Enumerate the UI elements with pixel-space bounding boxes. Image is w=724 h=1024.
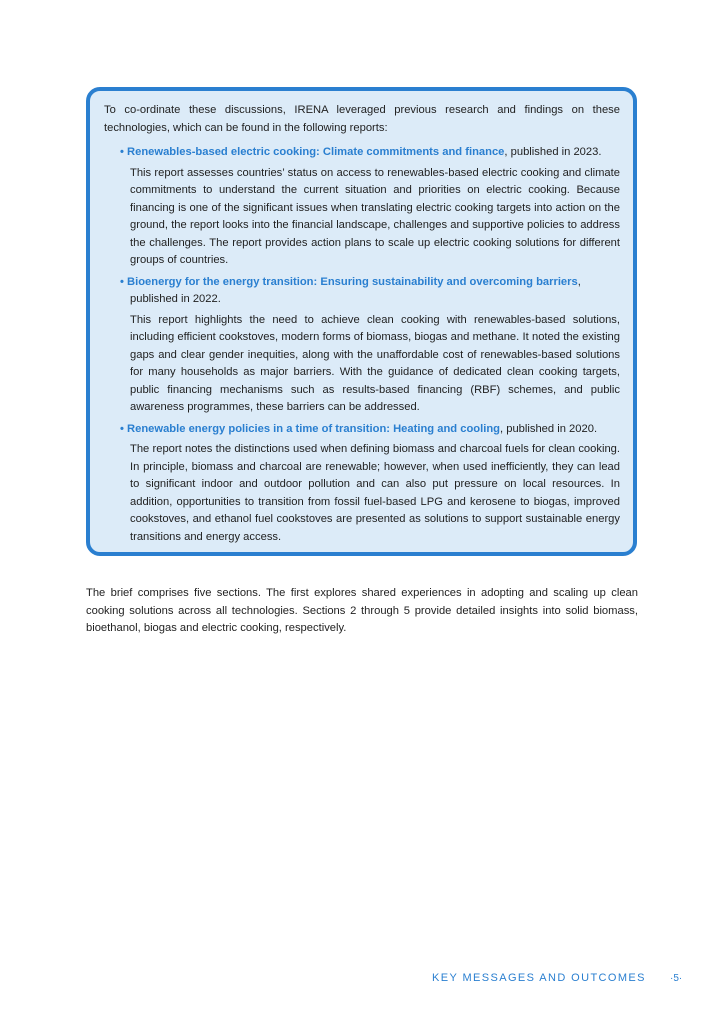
report-heading — [116, 421, 620, 439]
reports-callout-box — [86, 87, 637, 556]
report-item-3 — [104, 421, 620, 547]
report-description: This report highlights the need to achieve clean cooking with renewables-based solutions, including efficient cookstoves, modern forms of biomass, biogas and methane. It noted the existing gaps and clear gender inequities, along with the unaffordable cost of renewables-based solutions for many households as major barriers. With the guidance of dedicated clean cooking targets, public financing mechanisms such as results-based financing (RBF) schemes, and public awareness programmes, these barriers can be addressed. — [130, 313, 620, 413]
report-title: Bioenergy for the energy transition: Ensuring sustainability and overcoming barriers — [127, 275, 578, 288]
intro-paragraph: To co-ordinate these discussions, IRENA leveraged previous research and findings on these technologies, which can be found in the following reports: — [104, 104, 620, 134]
bullet-icon: • — [120, 146, 124, 158]
bullet-icon: • — [120, 422, 124, 435]
report-heading — [116, 274, 620, 309]
footer-section-title: KEY MESSAGES AND OUTCOMES — [432, 972, 646, 984]
report-title: Renewables-based electric cooking: Climate commitments and finance — [127, 146, 505, 158]
page-number-value: 5 — [673, 973, 679, 984]
report-description: The report notes the distinctions used when defining biomass and charcoal fuels for clean cooking. In principle, biomass and charcoal are renewable; however, when used inefficiently, they can lead to significant indoor and outdoor pollution and can also put pressure on local resources. In addition, opportunities to transition from fossil fuel-based LPG and kerosene to biogas, improved cookstoves, and ethanol fuel cookstoves are presented as solutions to support sustainable energy transitions and energy access. — [130, 443, 620, 543]
brief-paragraph: The brief comprises five sections. The first explores shared experiences in adopting and scaling up clean cooking solutions across all technologies. Sections 2 through 5 provide detailed insights into solid biomass, bioethanol, biogas and electric cooking, respectively. — [86, 587, 638, 634]
report-item-1 — [104, 144, 620, 270]
page-number: ·5· — [670, 973, 683, 984]
report-item-2 — [104, 274, 620, 417]
report-published: , published in 2022. — [130, 275, 581, 305]
report-heading — [116, 144, 620, 162]
report-description: This report assesses countries’ status on access to renewables-based electric cooking and climate commitments to understand the current situation and priorities on electric cooking. Because financing is one of the significant issues when translating electric cooking targets into action on the ground, the report looks into the financial landscape, challenges and supportive policies to address the challenges. The report provides action plans to scale up electric cooking solutions for different groups of countries. — [130, 166, 620, 266]
report-title: Renewable energy policies in a time of transition: Heating and cooling — [127, 422, 501, 435]
report-published: , published in 2023. — [504, 146, 602, 158]
report-published: , published in 2020. — [500, 422, 598, 435]
bullet-icon: • — [120, 275, 124, 288]
